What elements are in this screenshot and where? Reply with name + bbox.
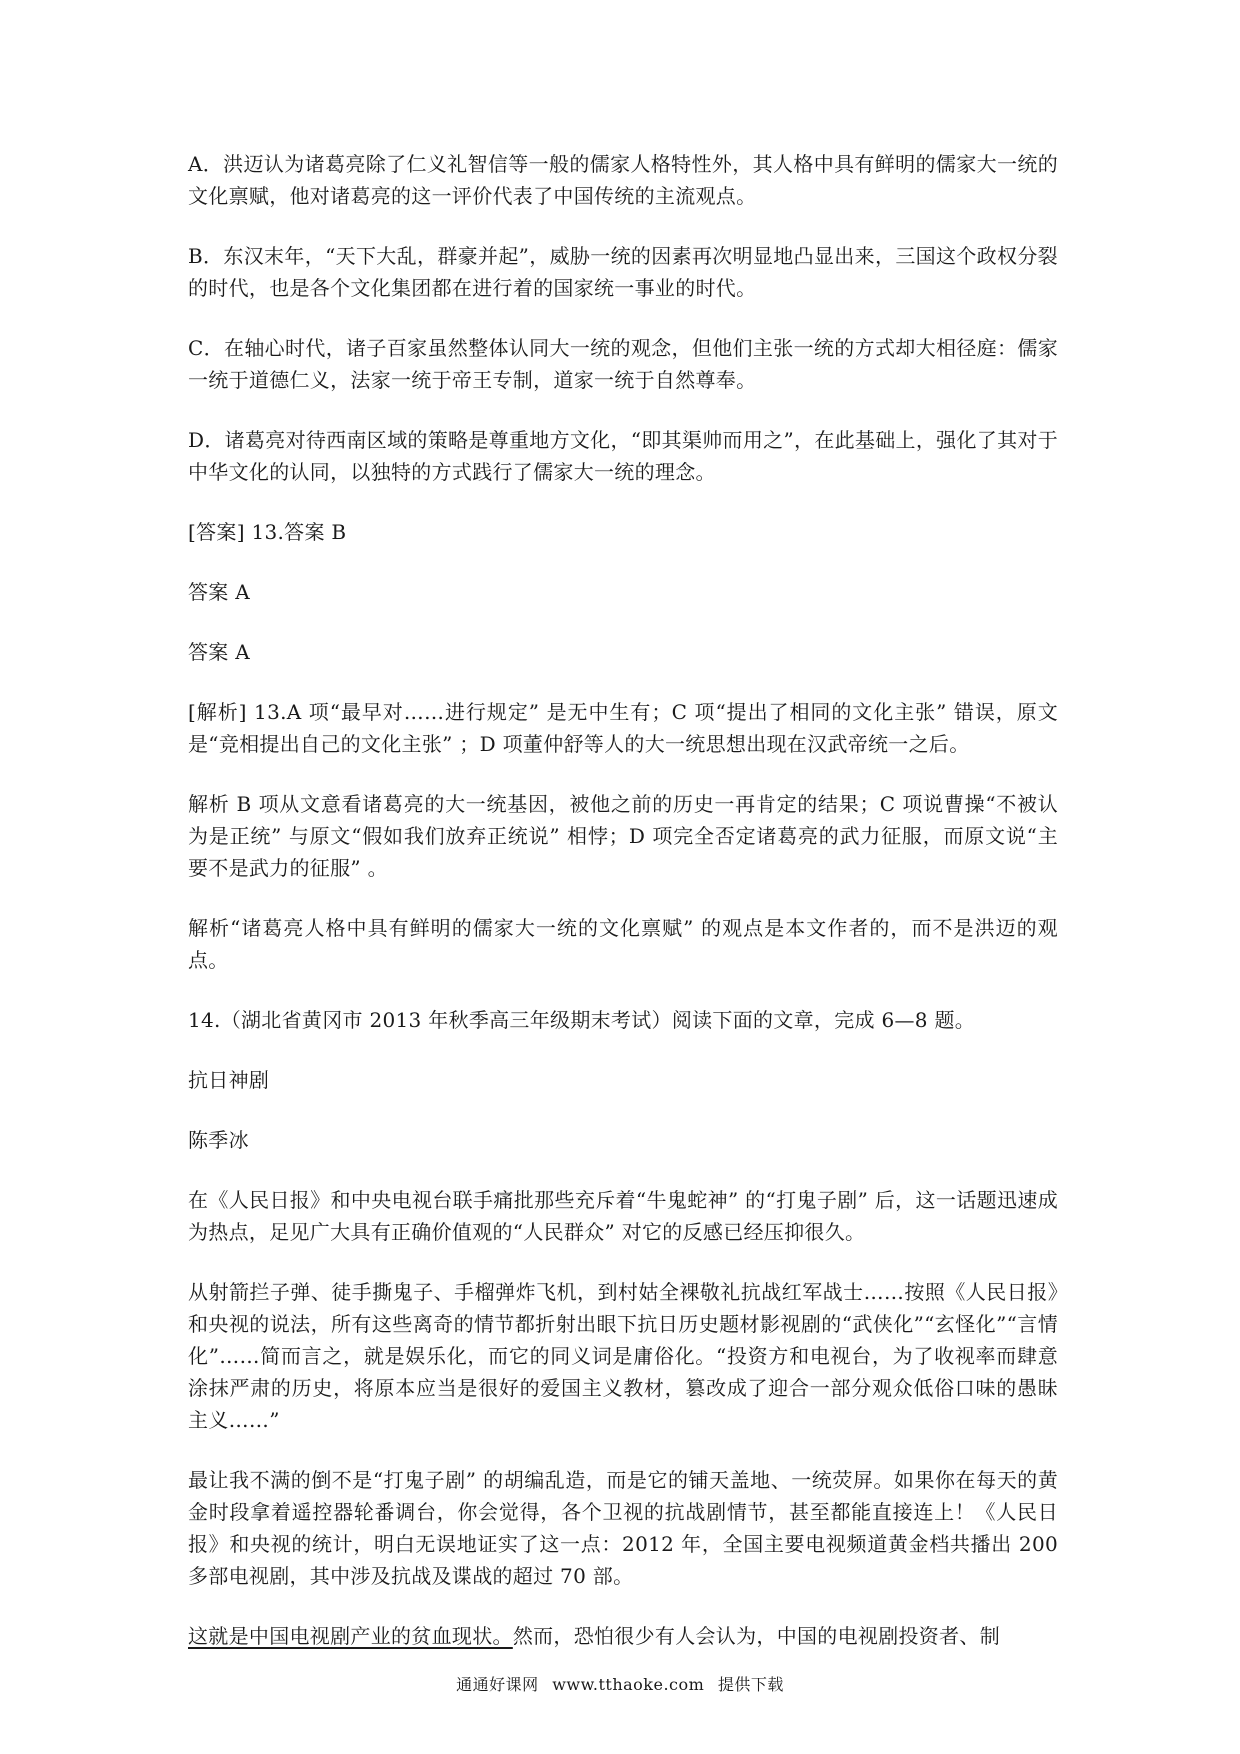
- footer-suffix: 提供下载: [717, 1675, 784, 1694]
- answer-a-second: 答案 A: [188, 640, 251, 664]
- page-footer: [0, 1674, 1240, 1696]
- analysis-c: 解析“诸葛亮人格中具有鲜明的儒家大一统的文化禀赋” 的观点是本文作者的，而不是洪迈的观点。: [188, 916, 1058, 972]
- answer-a-first: 答案 A: [188, 580, 251, 604]
- article-paragraph-4: [188, 1620, 1058, 1652]
- option-c: C．在轴心时代，诸子百家虽然整体认同大一统的观念，但他们主张一统的方式却大相径庭：儒家一统于道德仁义，法家一统于帝王专制，道家一统于自然尊奉。: [188, 336, 1058, 392]
- option-a: A．洪迈认为诸葛亮除了仁义礼智信等一般的儒家人格特性外，其人格中具有鲜明的儒家大一统的文化禀赋，他对诸葛亮的这一评价代表了中国传统的主流观点。: [188, 152, 1058, 208]
- answer-13: [答案] 13.答案 B: [188, 520, 347, 544]
- analysis-13: [解析] 13.A 项“最早对……进行规定” 是无中生有；C 项“提出了相同的文化主张” 错误，原文是“竞相提出自己的文化主张” ；D 项董仲舒等人的大一统思想出现在汉武帝统一之后。: [188, 700, 1058, 756]
- underlined-sentence: 这就是中国电视剧产业的贫血现状。: [188, 1624, 513, 1648]
- article-author: 陈季冰: [188, 1128, 249, 1152]
- article-title: 抗日神剧: [188, 1068, 270, 1092]
- article-paragraph-3: 最让我不满的倒不是“打鬼子剧” 的胡编乱造，而是它的铺天盖地、一统荧屏。如果你在每天的黄金时段拿着遥控器轮番调台，你会觉得，各个卫视的抗战剧情节，甚至都能直接连上！《人民日报》和央视的统计，明白无误地证实了这一点：2012 年，全国主要电视频道黄金档共播出 200 多部电视剧，其中涉及抗战及谍战的超过 70 部。: [188, 1468, 1058, 1588]
- footer-url: www.tthaoke.com: [552, 1675, 705, 1694]
- article-paragraph-2: 从射箭拦子弹、徒手撕鬼子、手榴弹炸飞机，到村姑全裸敬礼抗战红军战士……按照《人民日报》和央视的说法，所有这些离奇的情节都折射出眼下抗日历史题材影视剧的“武侠化”“玄怪化”“言情化”……简而言之，就是娱乐化，而它的同义词是庸俗化。“投资方和电视台，为了收视率而肆意涂抹严肃的历史，将原本应当是很好的爱国主义教材，篡改成了迎合一部分观众低俗口味的愚昧主义……”: [188, 1280, 1058, 1432]
- option-b: B．东汉末年，“天下大乱，群豪并起”，威胁一统的因素再次明显地凸显出来，三国这个政权分裂的时代，也是各个文化集团都在进行着的国家统一事业的时代。: [188, 244, 1058, 300]
- option-d: D．诸葛亮对待西南区域的策略是尊重地方文化，“即其渠帅而用之”，在此基础上，强化了其对于中华文化的认同，以独特的方式践行了儒家大一统的理念。: [188, 428, 1058, 484]
- footer-site-name: 通通好课网: [456, 1675, 539, 1694]
- article-paragraph-1: 在《人民日报》和中央电视台联手痛批那些充斥着“牛鬼蛇神” 的“打鬼子剧” 后，这一话题迅速成为热点，足见广大具有正确价值观的“人民群众” 对它的反感已经压抑很久。: [188, 1188, 1058, 1244]
- document-body: [188, 148, 1058, 1680]
- analysis-b: 解析 B 项从文意看诸葛亮的大一统基因，被他之前的历史一再肯定的结果；C 项说曹操“不被认为是正统” 与原文“假如我们放弃正统说” 相悖；D 项完全否定诸葛亮的武力征服，而原文说“主要不是武力的征服” 。: [188, 792, 1058, 880]
- question-14-intro: 14.（湖北省黄冈市 2013 年秋季高三年级期末考试）阅读下面的文章，完成 6—8 题。: [188, 1008, 976, 1032]
- paragraph-4-rest: 然而，恐怕很少有人会认为，中国的电视剧投资者、制: [512, 1624, 1001, 1648]
